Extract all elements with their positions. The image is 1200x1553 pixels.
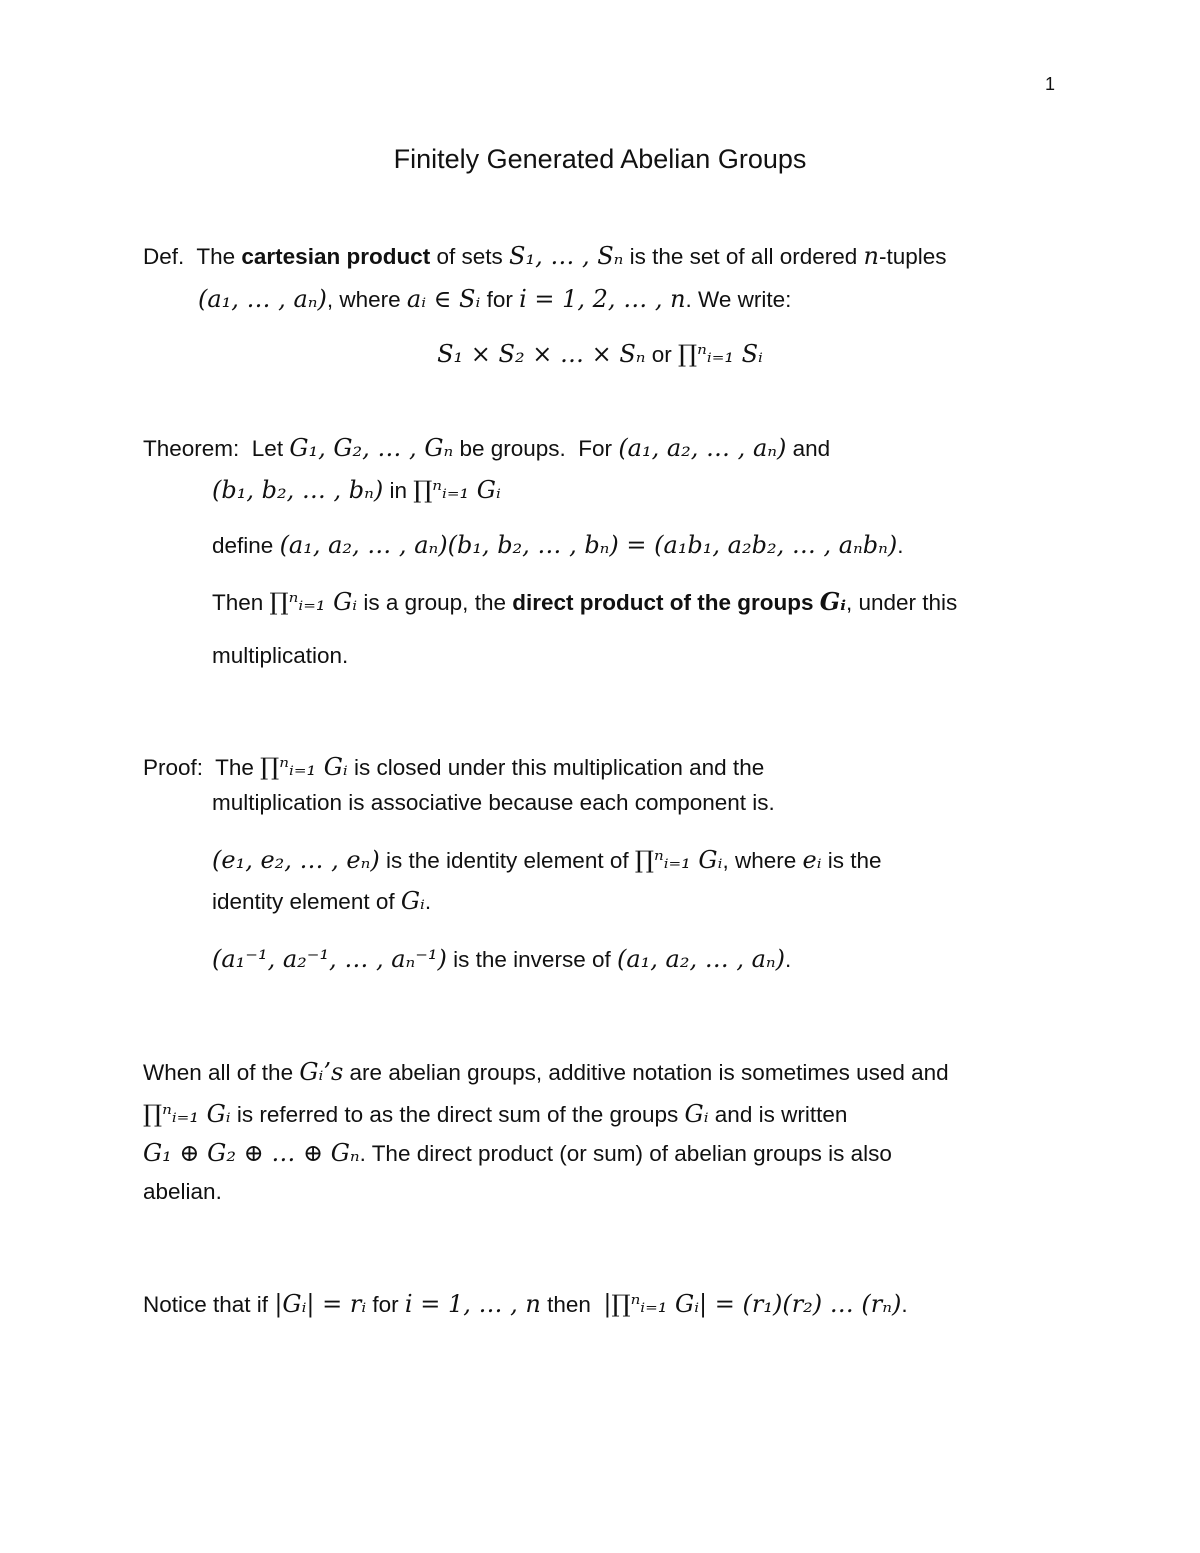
text: , where [326,287,407,312]
proof-line-1 [143,751,764,784]
math-tuple: (a₁, … , aₙ) [198,285,327,313]
definition-line-2 [198,283,791,316]
abelian-line-2 [143,1098,847,1131]
math-groups: G₁, G₂, … , Gₙ [289,434,454,462]
text: be groups. For [453,436,619,461]
math-tuple-a: (a₁, a₂, … , aₙ) [616,945,786,973]
notice-line [143,1288,908,1321]
text: is the inverse of [446,947,617,972]
definition-label: Def. The [143,244,242,269]
math-index-range: i = 1, … , n [404,1290,541,1318]
theorem-label: Theorem: Let [143,436,290,461]
math-gi: Gᵢ [819,587,846,616]
abelian-line-1 [143,1056,949,1089]
page-number: 1 [1045,74,1056,94]
math-inverse-tuple: (a₁⁻¹, a₂⁻¹, … , aₙ⁻¹) [212,945,447,973]
math-order-product: |∏ⁿᵢ₌₁ Gᵢ| = (r₁)(r₂) … (rₙ) [603,1290,902,1318]
text: is a group, the [357,590,513,615]
theorem-line-1 [143,432,830,465]
math-index-range: i = 1, 2, … , n [519,285,686,313]
math-product-notation: ∏ⁿᵢ₌₁ Sᵢ [678,340,763,368]
theorem-line-5: multiplication. [212,643,349,668]
page-title: Finitely Generated Abelian Groups [393,144,807,174]
text: is the identity element of [379,848,635,873]
text: define [212,533,280,558]
theorem-line-3 [212,529,904,562]
math-ei: eᵢ [802,846,822,874]
math-tuple-b: (b₁, b₂, … , bₙ) [212,476,384,504]
math-sets: S₁, … , Sₙ [509,242,624,270]
text: Notice that if [143,1292,275,1317]
math-n: n [863,242,879,270]
text: or [645,342,679,367]
text: , under this [845,590,958,615]
text: Then [212,590,270,615]
math-direct-sum: G₁ ⊕ G₂ ⊕ … ⊕ Gₙ [143,1139,360,1167]
definition-line-1 [143,240,947,273]
text: is closed under this multiplication and the [347,755,765,780]
math-multiplication-rule: (a₁, a₂, … , aₙ)(b₁, b₂, … , bₙ) = (a₁b₁, a₂b₂, … , aₙbₙ) [279,531,898,559]
proof-label: Proof: The [143,755,261,780]
text: in [383,478,414,503]
text: for [480,287,520,312]
abelian-line-3 [143,1137,892,1170]
text: . [785,947,792,972]
definition-display-formula [0,338,1200,371]
text: . [901,1292,908,1317]
text: of sets [430,244,509,269]
text: and is written [708,1102,848,1127]
math-membership: aᵢ ∈ Sᵢ [406,285,481,313]
text: is the [821,848,882,873]
text: is referred to as the direct sum of the groups [230,1102,685,1127]
text: are abelian groups, additive notation is sometimes used and [343,1060,949,1085]
term-cartesian-product: cartesian product [241,244,431,269]
math-gi-plural: Gᵢ’s [299,1058,344,1086]
math-gi: Gᵢ [400,887,425,915]
text: for [366,1292,405,1317]
text: identity element of [212,889,401,914]
text: then [540,1292,604,1317]
text: is the set of all ordered [623,244,864,269]
math-identity-tuple: (e₁, e₂, … , eₙ) [212,846,380,874]
text: . [897,533,904,558]
proof-line-2: multiplication is associative because each component is. [212,790,775,815]
math-tuple-a: (a₁, a₂, … , aₙ) [618,434,787,462]
math-cartesian-product: S₁ × S₂ × … × Sₙ [437,340,646,368]
text: . The direct product (or sum) of abelian groups is also [359,1141,892,1166]
text: , where [722,848,803,873]
math-product-g: ∏ⁿᵢ₌₁ Gᵢ [269,588,358,616]
math-order-gi: |Gᵢ| = rᵢ [274,1290,367,1318]
text: When all of the [143,1060,300,1085]
text: . [424,889,432,914]
proof-line-4 [212,885,431,918]
text: . We write: [685,287,792,312]
abelian-line-4: abelian. [143,1179,222,1204]
math-product-g: ∏ⁿᵢ₌₁ Gᵢ [143,1100,231,1128]
math-gi: Gᵢ [684,1100,709,1128]
proof-line-3 [212,844,882,877]
theorem-line-2 [212,474,501,507]
theorem-line-4 [212,586,957,619]
text: -tuples [878,244,947,269]
math-product-g: ∏ⁿᵢ₌₁ Gᵢ [413,476,501,504]
math-product-g: ∏ⁿᵢ₌₁ Gᵢ [260,753,348,781]
term-direct-product: direct product of the groups [512,590,820,615]
text: and [786,436,831,461]
math-product-g: ∏ⁿᵢ₌₁ Gᵢ [634,846,723,874]
proof-line-5 [212,943,791,976]
